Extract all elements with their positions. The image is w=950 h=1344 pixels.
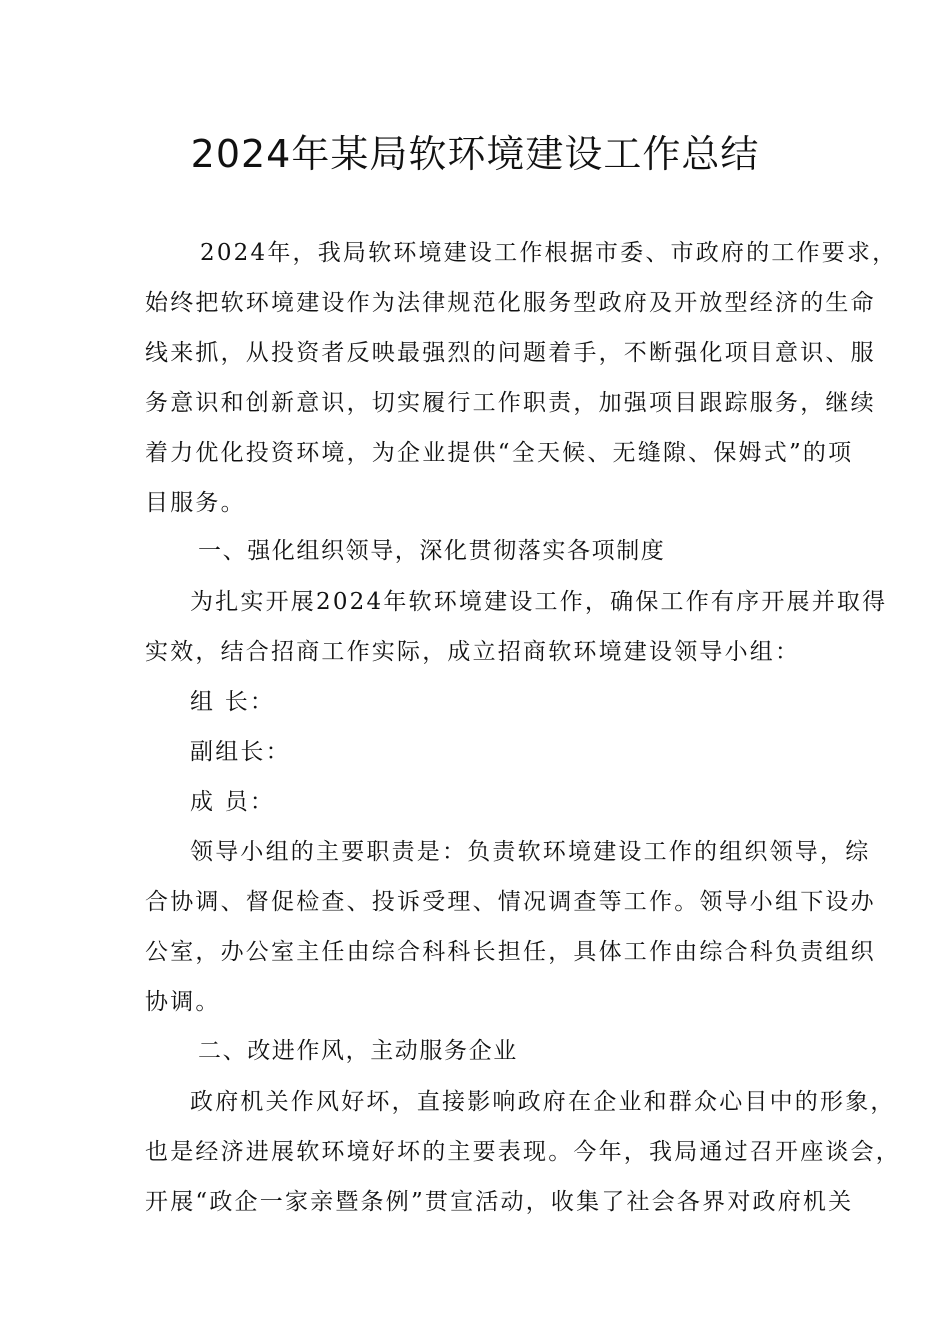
paragraph-line: 协调。 (145, 989, 221, 1015)
paragraph-line: 线来抓，从投资者反映最强烈的问题着手，不断强化项目意识、服 (145, 340, 876, 366)
paragraph-line: 为扎实开展2024年软环境建设工作，确保工作有序开展并取得 (190, 589, 888, 615)
paragraph-line: 也是经济进展软环境好坏的主要表现。今年，我局通过召开座谈会， (145, 1139, 901, 1165)
paragraph-line: 2024年，我局软环境建设工作根据市委、市政府的工作要求， (200, 240, 898, 266)
paragraph-line: 公室，办公室主任由综合科科长担任，具体工作由综合科负责组织 (145, 939, 876, 965)
section-heading-1: 一、强化组织领导，深化贯彻落实各项制度 (198, 538, 666, 564)
document-title: 2024年某局软环境建设工作总结 (190, 132, 760, 176)
members-line: 成 员： (190, 789, 276, 815)
section-heading-2: 二、改进作风，主动服务企业 (198, 1038, 518, 1064)
deputy-leader-line: 副组长： (190, 739, 291, 765)
paragraph-line: 务意识和创新意识，切实履行工作职责，加强项目跟踪服务，继续 (145, 390, 876, 416)
paragraph-line: 领导小组的主要职责是：负责软环境建设工作的组织领导，综 (190, 839, 871, 865)
paragraph-line: 政府机关作风好坏，直接影响政府在企业和群众心目中的形象， (190, 1089, 896, 1115)
paragraph-line: 目服务。 (145, 490, 246, 516)
paragraph-line: 合协调、督促检查、投诉受理、情况调查等工作。领导小组下设办 (145, 889, 876, 915)
paragraph-line: 实效，结合招商工作实际，成立招商软环境建设领导小组： (145, 639, 801, 665)
paragraph-line: 着力优化投资环境，为企业提供“全天候、无缝隙、保姆式”的项 (145, 440, 854, 466)
paragraph-line: 始终把软环境建设作为法律规范化服务型政府及开放型经济的生命 (145, 290, 876, 316)
group-leader-line: 组 长： (190, 689, 276, 715)
paragraph-line: 开展“政企一家亲暨条例”贯宣活动，收集了社会各界对政府机关 (145, 1189, 854, 1215)
